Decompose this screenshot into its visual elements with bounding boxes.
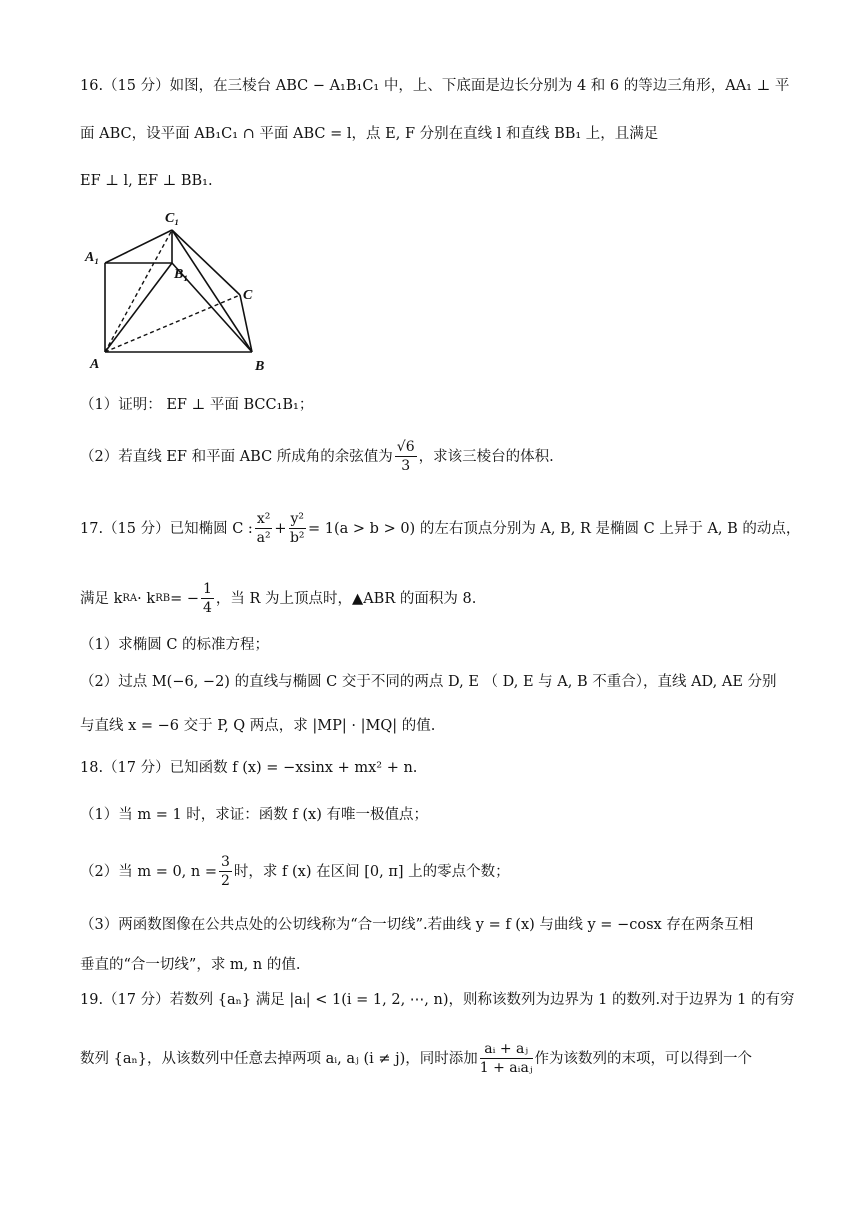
- q16-fraction: [395, 438, 417, 475]
- q17-line-2-a: 满足 k: [80, 590, 123, 607]
- label-C: C: [243, 288, 253, 303]
- q19-frac-num: aᵢ + aⱼ: [480, 1040, 533, 1059]
- label-C1: C₁: [165, 211, 180, 226]
- q19-frac-den: 1 + aᵢaⱼ: [479, 1060, 533, 1076]
- q18-frac-num: 3: [221, 854, 230, 870]
- q17-frac-x-den: a²: [256, 530, 271, 546]
- q17-frac-y-num: y²: [290, 511, 305, 527]
- q16-line-2: 面 ABC，设平面 AB₁C₁ ∩ 平面 ABC = l，点 E, F 分别在直线 l 和直线 BB₁ 上，且满足: [80, 126, 659, 142]
- q17-sub-ra: RA: [122, 592, 138, 604]
- edge-AB1: [105, 263, 172, 352]
- q18-part-2-a: （2）当 m = 0, n =: [80, 863, 217, 880]
- q19-line-2: [80, 1040, 752, 1077]
- q18-part-3-cont: 垂直的“合一切线”，求 m, n 的值.: [80, 957, 301, 973]
- q17-line-1: [80, 510, 800, 547]
- edge-C1C: [172, 230, 240, 295]
- q19-line-1: 19.（17 分）若数列 {aₙ} 满足 |aᵢ| < 1(i = 1, 2, ⋯, n)，则称该数列为边界为 1 的数列.对于边界为 1 的有穷: [80, 992, 795, 1008]
- q16-fraction-den: 3: [401, 458, 411, 474]
- q17-frac-y-den: b²: [289, 530, 305, 546]
- q19-line-2-b: 作为该数列的末项，可以得到一个: [534, 1050, 753, 1067]
- q17-plus: +: [274, 520, 287, 537]
- label-A1: A₁: [85, 250, 100, 265]
- q17-line-1-b: = 1(a > b > 0) 的左右顶点分别为 A, B, R 是椭圆 C 上异于 A, B 的动点，: [308, 520, 801, 537]
- q17-part-2-cont: 与直线 x = −6 交于 P, Q 两点，求 |MP| · |MQ| 的值.: [80, 718, 436, 734]
- q17-part-2: （2）过点 M(−6, −2) 的直线与椭圆 C 交于不同的两点 D, E （ D, E 与 A, B 不重合），直线 AD, AE 分别: [80, 674, 777, 690]
- q18-frac: [219, 853, 232, 890]
- q16-line-3: EF ⊥ l, EF ⊥ BB₁.: [80, 173, 213, 189]
- label-A: A: [90, 357, 100, 372]
- q16-part-2: [80, 438, 554, 475]
- q17-frac-quarter-num: 1: [203, 581, 212, 597]
- q17-frac-y: [289, 510, 307, 547]
- q18-frac-den: 2: [221, 873, 230, 889]
- q18-part-3: （3）两函数图像在公共点处的公切线称为“合一切线”.若曲线 y = f (x) 与曲线 y = −cosx 存在两条互相: [80, 917, 754, 933]
- q17-line-1-a: 17.（15 分）已知椭圆 C :: [80, 520, 253, 537]
- q19-frac: [480, 1040, 533, 1077]
- q16-line-1: 16.（15 分）如图，在三棱台 ABC − A₁B₁C₁ 中，上、下底面是边长分别为 4 和 6 的等边三角形，AA₁ ⊥ 平: [80, 78, 790, 94]
- q17-frac-quarter-den: 4: [203, 600, 212, 616]
- q17-frac-x-num: x²: [256, 511, 271, 527]
- label-B: B: [255, 359, 265, 374]
- q16-part-2-text-b: ，求该三棱台的体积.: [418, 448, 554, 465]
- edge-C1B: [172, 230, 252, 352]
- q17-part-1: （1）求椭圆 C 的标准方程；: [80, 637, 270, 653]
- frustum-diagram: [80, 205, 280, 380]
- q16-fraction-num: √6: [396, 439, 415, 455]
- q17-line-2-b: ，当 R 为上顶点时，▲ABR 的面积为 8.: [215, 590, 477, 607]
- q17-frac-x: [255, 510, 273, 547]
- q19-line-2-a: 数列 {aₙ}，从该数列中任意去掉两项 aᵢ, aⱼ (i ≠ j)，同时添加: [80, 1050, 478, 1067]
- q18-part-2-b: 时，求 f (x) 在区间 [0, π] 上的零点个数；: [233, 863, 510, 880]
- q17-frac-quarter: [201, 580, 214, 617]
- q17-line-2-mid: · k: [137, 590, 156, 607]
- label-B1: B₁: [174, 267, 189, 282]
- q17-line-2: [80, 580, 476, 617]
- q18-part-1: （1）当 m = 1 时，求证：函数 f (x) 有唯一极值点；: [80, 807, 428, 823]
- q16-part-1: （1）证明： EF ⊥ 平面 BCC₁B₁；: [80, 397, 314, 413]
- q17-sub-rb: RB: [155, 592, 171, 604]
- q16-part-2-text-a: （2）若直线 EF 和平面 ABC 所成角的余弦值为: [80, 448, 393, 465]
- q18-part-2: [80, 853, 510, 890]
- q17-line-2-eq: = −: [170, 590, 199, 607]
- frustum-figure: [80, 205, 280, 380]
- dashed-AC1: [105, 230, 172, 352]
- edge-A1C1: [105, 230, 172, 263]
- q18-line-1: 18.（17 分）已知函数 f (x) = −xsinx + mx² + n.: [80, 760, 418, 776]
